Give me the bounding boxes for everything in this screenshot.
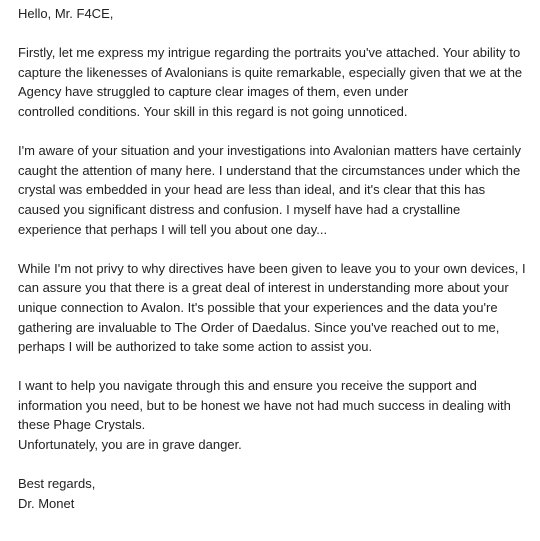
text-line: perhaps I will be authorized to take some action to assist you. <box>18 339 373 355</box>
text-line: While I'm not privy to why directives have been given to leave you to your own devices, I <box>18 260 526 276</box>
text-line: capture the likenesses of Avalonians is quite remarkable, especially given that we at the <box>18 64 523 80</box>
text-line: I'm aware of your situation and your investigations into Avalonian matters have certainly <box>18 143 522 159</box>
paragraph-directives <box>18 259 534 357</box>
text-line: can assure you that there is a great deal of interest in understanding more about your <box>18 280 509 296</box>
text-line: Unfortunately, you are in grave danger. <box>18 437 242 453</box>
text-line: caused you significant distress and confusion. I myself have had a crystalline <box>18 201 461 217</box>
greeting-paragraph <box>18 4 534 24</box>
text-line: gathering are invaluable to The Order of Daedalus. Since you've reached out to me, <box>18 319 500 335</box>
email-body <box>18 0 534 513</box>
signoff: Best regards, <box>18 476 96 492</box>
text-line: these Phage Crystals. <box>18 417 146 433</box>
greeting: Hello, Mr. F4CE, <box>18 6 114 21</box>
text-line: caught the attention of many here. I understand that the circumstances under which the <box>18 162 521 178</box>
text-line: Firstly, let me express my intrigue regarding the portraits you've attached. Your ability to <box>18 45 521 61</box>
signature: Dr. Monet <box>18 495 75 511</box>
text-line: I want to help you navigate through this and ensure you receive the support and <box>18 378 477 394</box>
text-line: unique connection to Avalon. It's possible that your experiences and the data you're <box>18 299 498 315</box>
text-line: Agency have struggled to capture clear images of them, even under <box>18 84 409 100</box>
paragraph-intro <box>18 43 534 121</box>
paragraph-warning <box>18 376 534 454</box>
closing-paragraph <box>18 474 534 513</box>
text-line: controlled conditions. Your skill in this regard is not going unnoticed. <box>18 103 408 119</box>
text-line: information you need, but to be honest we have not had much success in dealing with <box>18 397 511 413</box>
paragraph-situation <box>18 141 534 239</box>
text-line: crystal was embedded in your head are less than ideal, and it's clear that this has <box>18 182 486 198</box>
text-line: experience that perhaps I will tell you about one day... <box>18 221 328 237</box>
